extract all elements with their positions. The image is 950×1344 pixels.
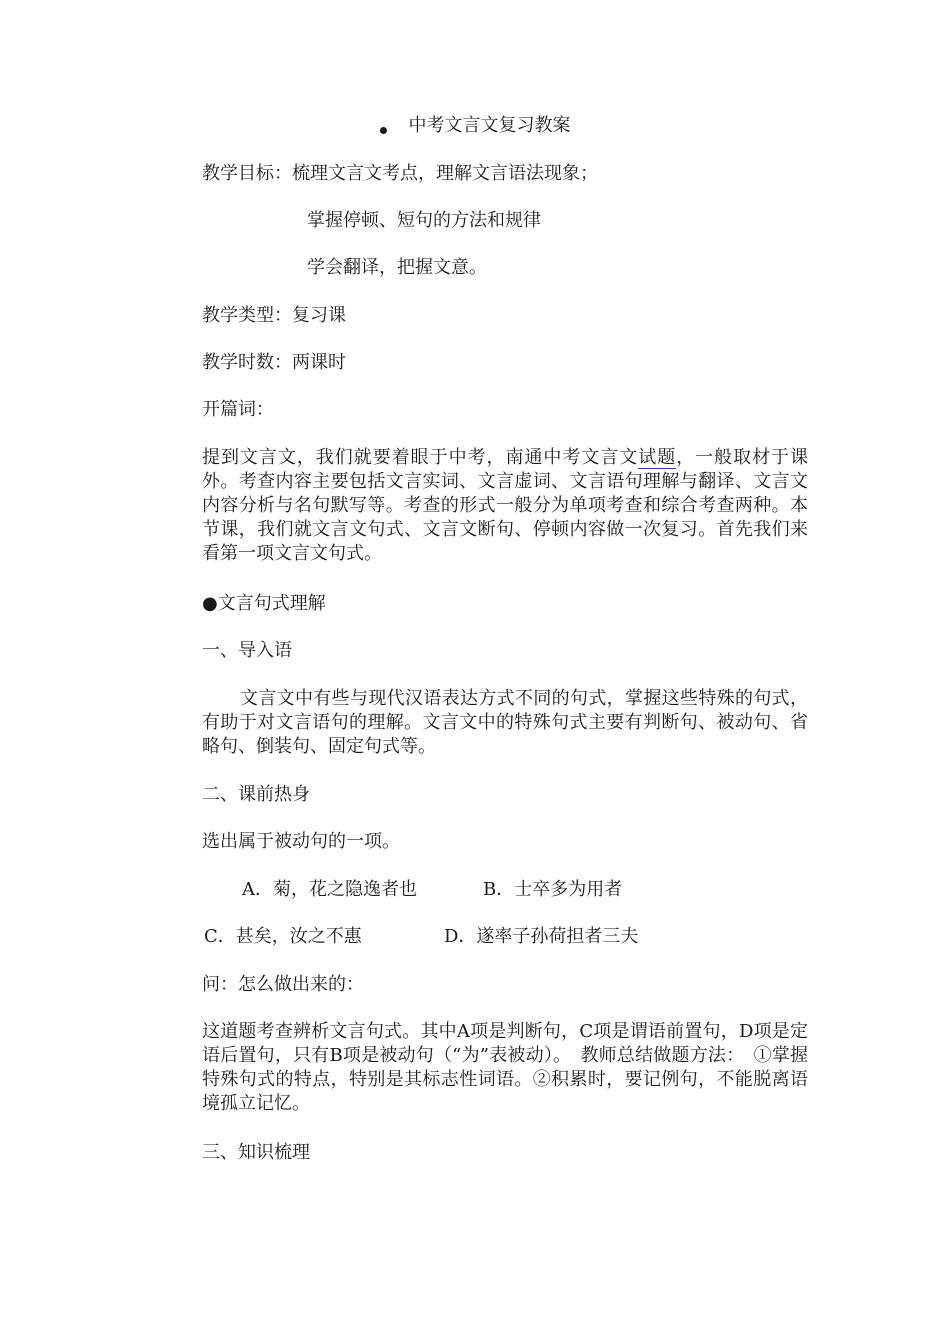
part1-heading: 一、导入语	[202, 640, 292, 661]
intro-text-pre: 提到文言文，我们就要着眼于中考，南通中考文言文	[202, 447, 639, 468]
part2-answer-paragraph: 这道题考查辨析文言句式。其中A项是判断句，C项是谓语前置句，D项是定语后置句，只有B项是被动句（“为”表被动）。 教师总结做题方法： ①掌握特殊句式的特点，特别是其标志性词语。②积累时，要记例句，不能脱离语境孤立记忆。	[202, 1021, 808, 1114]
teaching-hours-line: 教学时数：两课时	[202, 352, 346, 373]
teaching-goals-line-3: 学会翻译，把握文意。	[307, 257, 487, 278]
option-c: C．甚矣，汝之不惠	[204, 926, 362, 947]
opening-label: 开篇词：	[202, 399, 274, 420]
bullet-icon	[380, 127, 387, 134]
part3-heading: 三、知识梳理	[202, 1142, 310, 1163]
part2-ask: 问：怎么做出来的：	[202, 974, 364, 995]
option-a: A．菊，花之隐逸者也	[242, 879, 417, 900]
intro-paragraph	[202, 446, 808, 566]
part1-paragraph: 文言文中有些与现代汉语表达方式不同的句式，掌握这些特殊的句式，有助于对文言语句的理解。文言文中的特殊句式主要有判断句、被动句、省略句、倒装句、固定句式等。	[202, 688, 808, 757]
option-d: D．遂率子孙荷担者三夫	[444, 926, 639, 947]
intro-underlined-word: 试题	[638, 447, 677, 468]
option-b: B．士卒多为用者	[483, 879, 623, 900]
teaching-goals-line-2: 掌握停顿、短句的方法和规律	[307, 210, 541, 231]
teaching-type-line: 教学类型：复习课	[202, 305, 346, 326]
intro-text-post: ，一般取材于课外。考查内容主要包括文言实词、文言虚词、文言语句理解与翻译、文言文内容分析与名句默写等。考查的形式一般分为单项考查和综合考查两种。本节课，我们就文言文句式、文言文断句、停顿内容做一次复习。首先我们来看第一项文言文句式。	[202, 447, 809, 564]
document-title	[0, 114, 950, 138]
title-text: 中考文言文复习教案	[408, 115, 571, 136]
part2-heading: 二、课前热身	[202, 784, 310, 805]
teaching-goals-line: 教学目标：梳理文言文考点，理解文言语法现象；	[202, 163, 598, 184]
part2-question: 选出属于被动句的一项。	[202, 831, 400, 852]
section-heading: ●文言句式理解	[202, 593, 326, 614]
